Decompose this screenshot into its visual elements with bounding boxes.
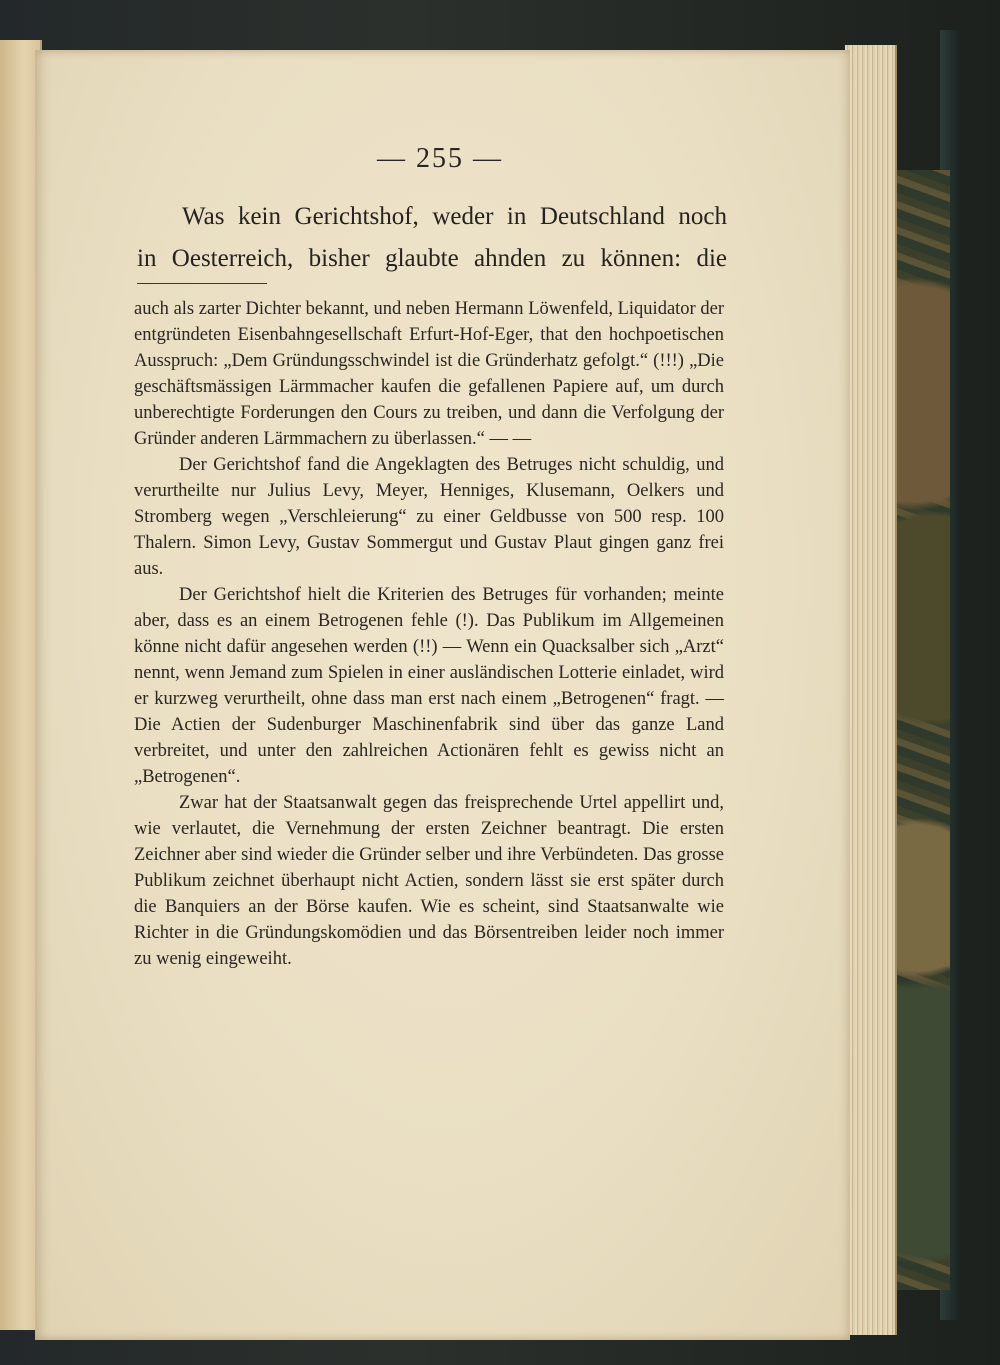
paragraph: Der Gerichtshof fand die Angeklagten des Betruges nicht schuldig, und verurtheilte nur Julius Levy, Meyer, Henniges, Klusemann, Oelkers und Stromberg wegen „Verschleierung“ zu einer Geldbusse von 500 resp. 100 Thalern. Simon Levy, Gustav Sommergut und Gustav Plaut gingen ganz frei aus.: [134, 455, 724, 579]
page-number: — 255 —: [377, 143, 503, 174]
paragraph: Der Gerichtshof hielt die Kriterien des Betruges für vorhanden; meinte aber, dass es an einem Betrogenen fehle (!). Das Publikum im Allgemeinen könne nicht dafür angesehen werden (!!) — Wenn ein Quacksalber sich „Arzt“ nennt, wenn Jemand zum Spielen in einer ausländischen Lotterie einladet, wird er kurzweg verurtheilt, ohne dass man erst nach einem „Betrogenen“ fragt. — Die Actien der Sudenburger Maschinenfabrik sind über das ganze Land verbreitet, und unter den zahlreichen Actionären fehlt es gewiss nicht an „Betrogenen“.: [134, 585, 724, 787]
footnote-body: [134, 296, 724, 972]
page-edges: [845, 45, 897, 1335]
footnote-rule: [137, 283, 267, 284]
marbled-cover: [895, 170, 950, 1290]
main-text-line-2: in Oesterreich, bisher glaubte ahnden zu können: die: [137, 245, 727, 272]
paragraph: Zwar hat der Staatsanwalt gegen das freisprechende Urtel appellirt und, wie verlautet, die Vernehmung der ersten Zeichner beantragt. Die ersten Zeichner aber sind wieder die Gründer selber und ihre Verbündeten. Das grosse Publikum zeichnet überhaupt nicht Actien, sondern lässt sie erst später durch die Banquiers an der Börse kaufen. Wie es scheint, sind Staatsanwalte wie Richter in die Gründungskomödien und das Börsentreiben leider noch immer zu wenig eingeweiht.: [134, 793, 724, 969]
main-text-line-1: Was kein Gerichtshof, weder in Deutschland noch: [182, 203, 727, 230]
paragraph: auch als zarter Dichter bekannt, und neben Hermann Löwenfeld, Liquidator der entgründeten Eisenbahngesellschaft Erfurt-Hof-Eger, that den hochpoetischen Ausspruch: „Dem Gründungsschwindel ist die Gründerhatz gefolgt.“ (!!!) „Die geschäftsmässigen Lärmmacher kaufen die gefallenen Papiere auf, um durch unberechtigte Forderungen den Cours zu treiben, und dann die Verfolgung der Gründer anderen Lärmmachern zu überlassen.“ — —: [134, 299, 724, 449]
